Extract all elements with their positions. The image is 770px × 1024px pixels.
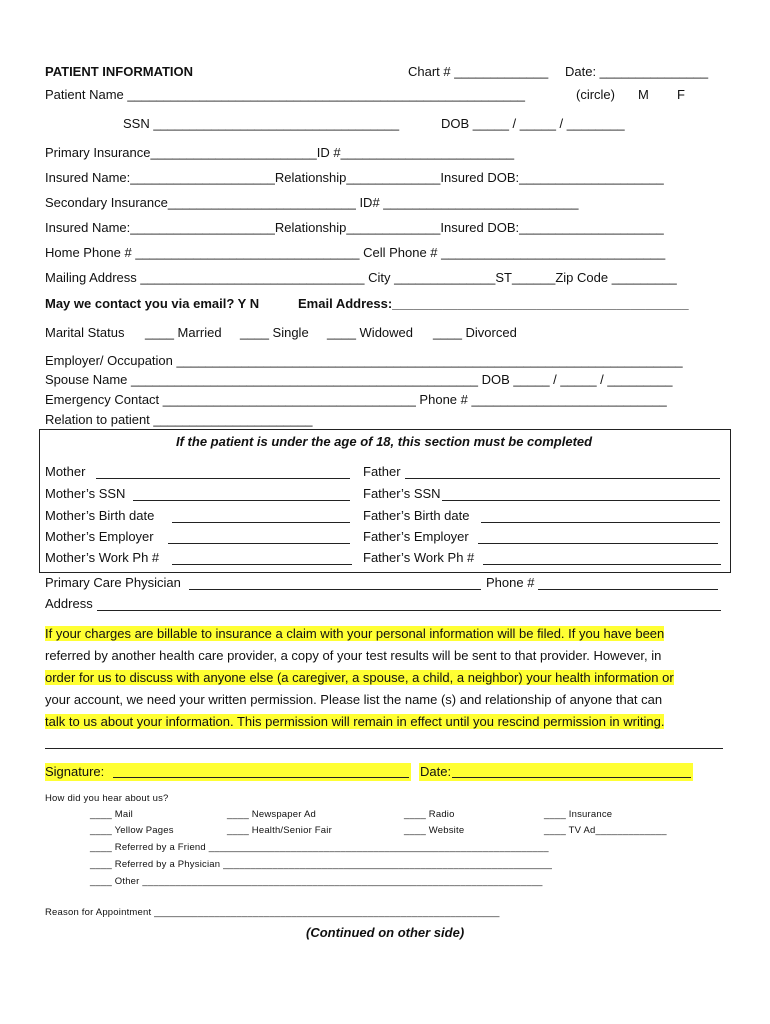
consent-line-5: talk to us about your information. This permission will remain in effect until you rescind permission in writing. — [45, 714, 665, 729]
survey-other[interactable]: ____ Other _________________________________________________________________________ — [90, 876, 543, 887]
how-hear-question: How did you hear about us? — [45, 793, 169, 804]
insured-name-field-1[interactable]: Insured Name:____________________Relationship_____________Insured DOB:____________________ — [45, 170, 664, 185]
survey-health-fair[interactable]: ____ Health/Senior Fair — [227, 825, 332, 836]
pcp-phone-input-line[interactable] — [538, 589, 718, 590]
marital-married-option[interactable]: ____ Married — [145, 325, 222, 340]
father-ssn-input-line[interactable] — [442, 500, 720, 501]
mother-birth-label: Mother’s Birth date — [45, 508, 155, 523]
survey-friend[interactable]: ____ Referred by a Friend ______________________________________________________________ — [90, 842, 549, 853]
marital-widowed-option[interactable]: ____ Widowed — [327, 325, 413, 340]
survey-website[interactable]: ____ Website — [404, 825, 465, 836]
survey-physician[interactable]: ____ Referred by a Physician ____________________________________________________________ — [90, 859, 553, 870]
survey-radio[interactable]: ____ Radio — [404, 809, 455, 820]
survey-tv[interactable]: ____ TV Ad_____________ — [544, 825, 667, 836]
mother-employer-input-line[interactable] — [168, 543, 350, 544]
chart-number-field[interactable]: Chart # _____________ — [408, 64, 549, 79]
sig-date-label: Date: — [420, 764, 452, 779]
mailing-address-field[interactable]: Mailing Address _______________________________ City ______________ST______Zip Code _________ — [45, 270, 677, 285]
father-employer-input-line[interactable] — [478, 543, 718, 544]
patient-name-field[interactable]: Patient Name _______________________________________________________ — [45, 87, 526, 102]
emergency-contact-field[interactable]: Emergency Contact ___________________________________ Phone # ___________________________ — [45, 392, 667, 407]
marital-single-option[interactable]: ____ Single — [240, 325, 309, 340]
survey-insurance[interactable]: ____ Insurance — [544, 809, 613, 820]
marital-divorced-option[interactable]: ____ Divorced — [433, 325, 517, 340]
pcp-phone-label: Phone # — [486, 575, 535, 590]
email-contact-question[interactable]: May we contact you via email? Y N — [45, 296, 260, 311]
secondary-insurance-field[interactable]: Secondary Insurance__________________________ ID# ___________________________ — [45, 195, 579, 210]
father-input-line[interactable] — [405, 478, 720, 479]
reason-for-appointment[interactable]: Reason for Appointment _______________________________________________________________ — [45, 907, 500, 918]
consent-line-1: If your charges are billable to insurance a claim with your personal information will be filed. If you have been — [45, 626, 665, 641]
father-ssn-label: Father’s SSN — [363, 486, 441, 501]
consent-line-4: your account, we need your written permission. Please list the name (s) and relationship of anyone that can — [45, 692, 663, 707]
mother-ssn-label: Mother’s SSN — [45, 486, 126, 501]
permission-names-line[interactable] — [45, 748, 723, 749]
consent-line-2: referred by another health care provider, a copy of your test results will be sent to that provider. However, in — [45, 648, 662, 663]
mother-ssn-input-line[interactable] — [133, 500, 350, 501]
date-field[interactable]: Date: _______________ — [565, 64, 709, 79]
sex-option-f[interactable]: F — [677, 87, 685, 102]
mother-birth-input-line[interactable] — [172, 522, 350, 523]
employer-field[interactable]: Employer/ Occupation ______________________________________________________________________ — [45, 353, 683, 368]
father-birth-label: Father’s Birth date — [363, 508, 470, 523]
mother-label: Mother — [45, 464, 86, 479]
signature-input-line[interactable] — [113, 777, 409, 778]
primary-insurance-field[interactable]: Primary Insurance_______________________ID #________________________ — [45, 145, 515, 160]
marital-status-label: Marital Status — [45, 325, 125, 340]
mother-employer-label: Mother’s Employer — [45, 529, 154, 544]
mother-work-input-line[interactable] — [172, 564, 352, 565]
survey-mail[interactable]: ____ Mail — [90, 809, 133, 820]
ssn-field[interactable]: SSN __________________________________ — [123, 116, 400, 131]
dob-field[interactable]: DOB _____ / _____ / ________ — [441, 116, 625, 131]
father-work-input-line[interactable] — [483, 564, 721, 565]
father-label: Father — [363, 464, 401, 479]
sig-date-highlight — [419, 763, 693, 781]
pcp-address-label: Address — [45, 596, 93, 611]
pcp-input-line[interactable] — [189, 589, 481, 590]
sig-date-input-line[interactable] — [452, 777, 691, 778]
sex-option-m[interactable]: M — [638, 87, 649, 102]
minor-section-heading: If the patient is under the age of 18, this section must be completed — [176, 434, 593, 449]
sex-circle-label: (circle) — [576, 87, 615, 102]
pcp-label: Primary Care Physician — [45, 575, 181, 590]
father-work-label: Father’s Work Ph # — [363, 550, 475, 565]
father-employer-label: Father’s Employer — [363, 529, 469, 544]
continued-note: (Continued on other side) — [306, 925, 465, 940]
mother-work-label: Mother’s Work Ph # — [45, 550, 160, 565]
pcp-address-input-line[interactable] — [97, 610, 721, 611]
consent-line-3: order for us to discuss with anyone else (a caregiver, a spouse, a child, a neighbor) your health information or — [45, 670, 674, 685]
survey-newspaper[interactable]: ____ Newspaper Ad — [227, 809, 316, 820]
spouse-name-field[interactable]: Spouse Name ________________________________________________ DOB _____ / _____ / _________ — [45, 372, 673, 387]
mother-input-line[interactable] — [96, 478, 350, 479]
insured-name-field-2[interactable]: Insured Name:____________________Relationship_____________Insured DOB:____________________ — [45, 220, 664, 235]
form-title: PATIENT INFORMATION — [45, 64, 194, 79]
email-address-field[interactable]: Email Address:_________________________________________ — [298, 296, 689, 311]
signature-label: Signature: — [45, 764, 105, 779]
survey-yellow-pages[interactable]: ____ Yellow Pages — [90, 825, 174, 836]
phone-fields[interactable]: Home Phone # _______________________________ Cell Phone # _______________________________ — [45, 245, 666, 260]
father-birth-input-line[interactable] — [481, 522, 720, 523]
relation-field[interactable]: Relation to patient ______________________ — [45, 412, 313, 427]
